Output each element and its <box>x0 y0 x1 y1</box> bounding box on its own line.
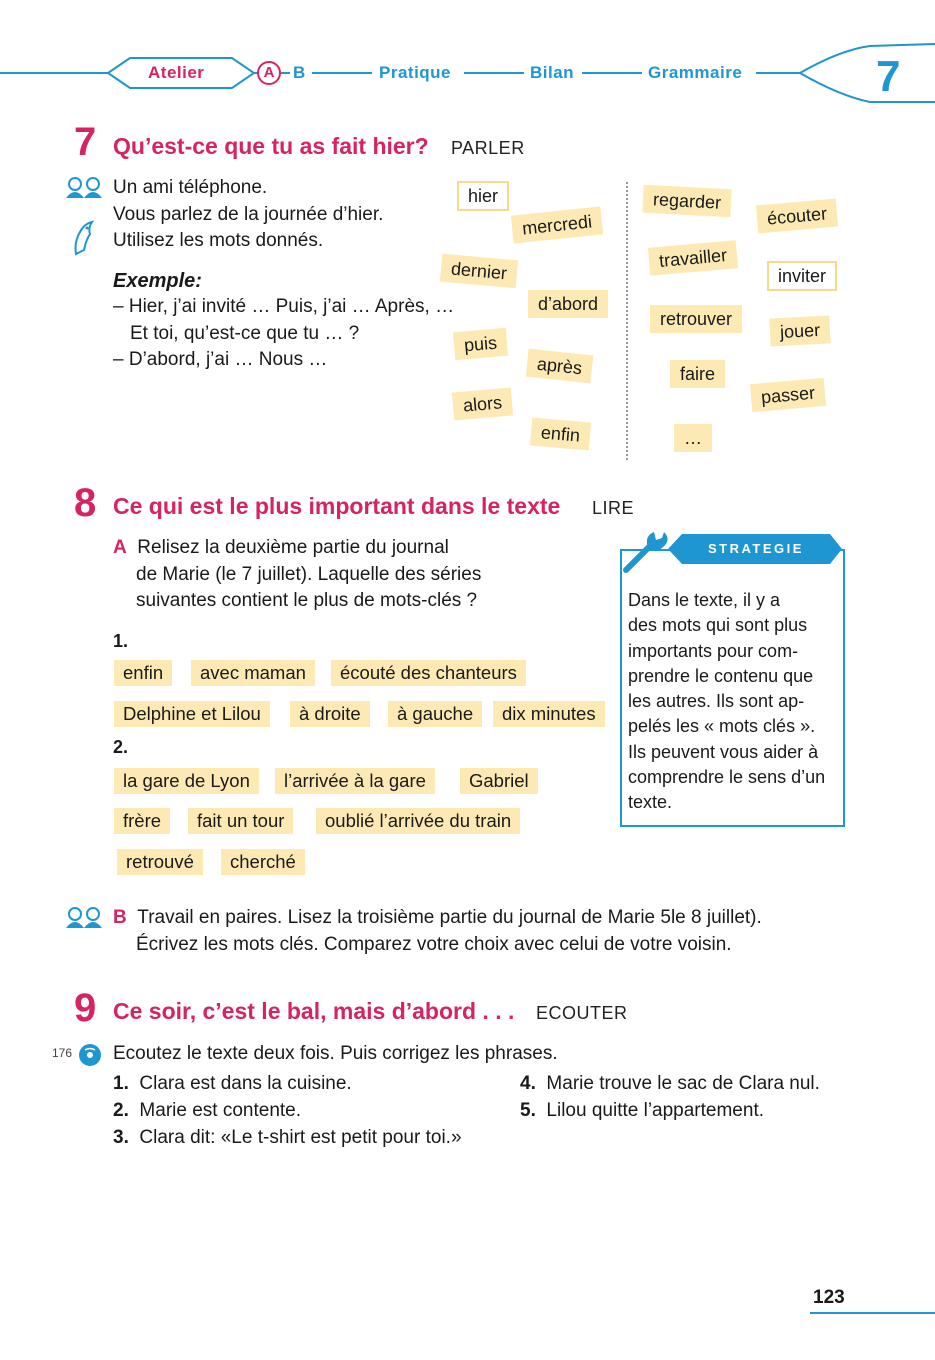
keyword-chip: cherché <box>221 849 305 875</box>
exercise-9-item <box>520 1098 764 1125</box>
nav-grammaire[interactable]: Grammaire <box>648 63 743 82</box>
audio-track-number: 176 <box>52 1046 73 1060</box>
instruction-line: Relisez la deuxième partie du journal <box>137 537 449 558</box>
page-number: 123 <box>813 1287 845 1308</box>
item-text: Marie trouve le sac de Clara nul. <box>546 1073 820 1094</box>
word-card: puis <box>453 328 508 361</box>
exercise-9-skill: ECOUTER <box>536 1003 628 1023</box>
strategy-line: les autres. Ils sont ap- <box>628 691 805 712</box>
strategy-text <box>628 588 840 816</box>
instruction-line: Vous parlez de la journée d’hier. <box>113 203 384 225</box>
exercise-9-item <box>520 1071 820 1098</box>
item-number: 2. <box>113 1100 129 1121</box>
exercise-9-title: Ce soir, c’est le bal, mais d’abord . . . <box>113 998 515 1024</box>
nav-a[interactable]: A <box>257 61 281 85</box>
item-number: 5. <box>520 1100 536 1121</box>
item-text: Lilou quitte l’appartement. <box>546 1100 765 1121</box>
item-text: Clara est dans la cuisine. <box>139 1073 352 1094</box>
exercise-7-skill: PARLER <box>451 138 525 158</box>
word-card: jouer <box>769 315 830 346</box>
exercise-8a-instructions <box>113 535 481 615</box>
exercise-9-item <box>113 1125 462 1152</box>
instruction-line: de Marie (le 7 juillet). Laquelle des séries <box>136 563 482 585</box>
word-card: alors <box>452 387 513 420</box>
word-card: hier <box>457 181 509 211</box>
keyword-chip: oublié l’arrivée du train <box>316 808 520 834</box>
exercise-8-skill: LIRE <box>592 498 635 518</box>
series-1-label: 1. <box>113 631 129 651</box>
strategy-line: prendre le contenu que <box>628 665 814 686</box>
word-card: écouter <box>756 199 838 234</box>
word-card: après <box>526 349 594 384</box>
exercise-9-item <box>113 1071 352 1098</box>
item-text: Clara dit: «Le t-shirt est petit pour toi.» <box>139 1127 462 1148</box>
footer-rule <box>810 1312 935 1314</box>
word-card: mercredi <box>511 206 603 243</box>
example-lines <box>113 294 454 374</box>
instruction-line: Travail en paires. Lisez la troisième partie du journal de Marie 5le 8 juillet). <box>137 907 762 928</box>
item-number: 3. <box>113 1127 129 1148</box>
nav-atelier[interactable]: Atelier <box>148 63 205 82</box>
series-2-label: 2. <box>113 737 129 757</box>
word-card: enfin <box>530 417 591 450</box>
example-line: – D’abord, j’ai … Nous … <box>113 349 328 370</box>
instruction-line: Utilisez les mots donnés. <box>113 230 324 251</box>
item-number: 1. <box>113 1073 129 1094</box>
part-b-letter: B <box>113 907 127 928</box>
unit-number: 7 <box>876 52 901 101</box>
example-label: Exemple: <box>113 270 202 292</box>
example-line: Et toi, qu’est-ce que tu … ? <box>130 322 360 344</box>
keyword-chip: à gauche <box>388 701 482 727</box>
strategy-line: pelés les « mots clés ». <box>628 716 816 737</box>
keyword-chip: écouté des chanteurs <box>331 660 526 686</box>
nav-bilan[interactable]: Bilan <box>530 63 575 82</box>
exercise-9-intro: Ecoutez le texte deux fois. Puis corrigez les phrases. <box>113 1043 558 1064</box>
keyword-chip: retrouvé <box>117 849 203 875</box>
keyword-chip: à droite <box>290 701 370 727</box>
strategy-line: texte. <box>628 792 673 813</box>
word-card: regarder <box>642 185 731 218</box>
strategy-line: importants pour com- <box>628 640 799 661</box>
item-text: Marie est contente. <box>139 1100 302 1121</box>
exercise-9-number: 9 <box>74 986 97 1030</box>
exercise-8b-instructions <box>113 905 762 958</box>
keyword-chip: avec maman <box>191 660 315 686</box>
nav-pratique[interactable]: Pratique <box>379 63 452 82</box>
word-card: faire <box>670 360 725 388</box>
audio-cd-icon[interactable] <box>77 1042 103 1068</box>
keyword-chip: enfin <box>114 660 172 686</box>
word-card: passer <box>750 378 826 412</box>
strategy-line: comprendre le sens d’un <box>628 767 826 788</box>
keyword-chip: dix minutes <box>493 701 605 727</box>
keyword-chip: fait un tour <box>188 808 293 834</box>
nav-b[interactable]: B <box>293 63 306 82</box>
word-card: inviter <box>767 261 837 291</box>
keyword-chip: Gabriel <box>460 768 538 794</box>
example-line: – Hier, j’ai invité … Puis, j’ai … Après, … <box>113 296 455 317</box>
word-card: d’abord <box>528 290 608 318</box>
exercise-8-number: 8 <box>74 481 97 525</box>
header-nav-lines <box>0 40 935 110</box>
strategy-line: Ils peuvent vous aider à <box>628 741 819 762</box>
item-number: 4. <box>520 1073 536 1094</box>
instruction-line: suivantes contient le plus de mots-clés ? <box>136 590 478 611</box>
keyword-chip: l’arrivée à la gare <box>275 768 435 794</box>
strategy-line: Dans le texte, il y a <box>628 590 781 610</box>
exercise-8-title: Ce qui est le plus important dans le texte <box>113 493 561 519</box>
exercise-7-number: 7 <box>74 120 97 164</box>
word-card: travailler <box>648 240 738 276</box>
word-card: … <box>674 424 712 452</box>
pair-work-icon <box>64 176 104 200</box>
keyword-chip: la gare de Lyon <box>114 768 259 794</box>
exercise-7-instructions <box>113 175 383 255</box>
instruction-line: Écrivez les mots clés. Comparez votre choix avec celui de votre voisin. <box>136 933 732 955</box>
strategy-line: des mots qui sont plus <box>628 615 808 636</box>
dolphin-icon <box>70 218 96 256</box>
wrench-icon <box>622 530 672 574</box>
exercise-9-item <box>113 1098 301 1125</box>
exercise-7-title: Qu’est-ce que tu as fait hier? <box>113 133 429 159</box>
word-card: dernier <box>440 254 518 289</box>
word-card: retrouver <box>650 305 742 333</box>
pair-work-icon <box>64 906 104 930</box>
word-divider <box>626 182 628 460</box>
strategy-label: STRATEGIE <box>708 541 804 556</box>
instruction-line: Un ami téléphone. <box>113 177 268 198</box>
keyword-chip: frère <box>114 808 170 834</box>
keyword-chip: Delphine et Lilou <box>114 701 270 727</box>
part-a-letter: A <box>113 537 127 558</box>
